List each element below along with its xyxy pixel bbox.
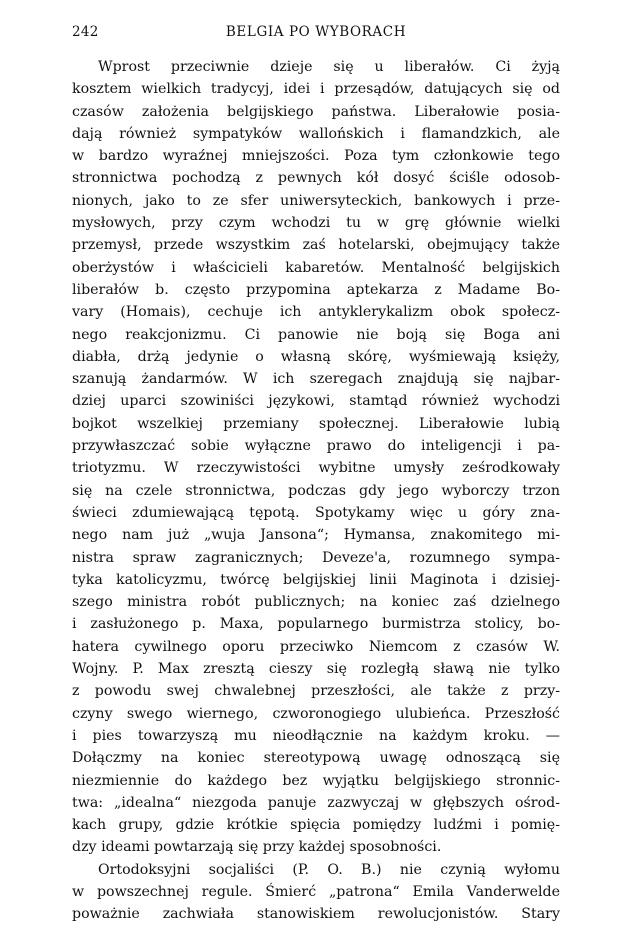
text-line: nego nam już „wuja Jansona“; Hymansa, znakomitego mi- [72, 527, 560, 544]
text-line: szego ministra robót publicznych; na koniec zaś dzielnego [72, 594, 560, 611]
text-line: czyny swego wiernego, czworonogiego ulubieńca. Przeszłość [72, 705, 560, 722]
text-line: mysłowych, przy czym wchodzi tu w grę głównie wielki [72, 215, 560, 232]
text-line: w bardzo wyraźnej mniejszości. Poza tym członkowie tego [72, 148, 560, 165]
text-line: tyka katolicyzmu, twórcę belgijskiej linii Maginota i dzisiej- [72, 571, 560, 588]
text-line: liberałów b. często przypomina aptekarza z Madame Bo- [72, 281, 560, 298]
text-line: w powszechnej regule. Śmierć „patrona“ Emila Vanderwelde [72, 883, 560, 900]
text-line: stronnictwa pochodzą z pewnych kół dosyć ściśle odosob- [72, 170, 560, 187]
text-line: przemysł, przede wszystkim zaś hotelarski, obejmujący także [72, 237, 560, 254]
page-number: 242 [72, 24, 99, 40]
text-line: dają również sympatyków wallońskich i flamandzkich, ale [72, 125, 560, 142]
text-line: nionych, jako to ze sfer uniwersyteckich, bankowych i prze- [72, 192, 560, 209]
text-line: triotyzmu. W rzeczywistości wybitne umysły ześrodkowały [72, 460, 560, 477]
text-line: Dołączmy na koniec stereotypową uwagę odnoszącą się [72, 750, 560, 767]
text-line: i zasłużonego p. Maxa, popularnego burmistrza stolicy, bo- [72, 616, 560, 633]
text-line: czasów założenia belgijskiego państwa. Liberałowie posia- [72, 103, 560, 120]
text-line: kach grupy, gdzie krótkie spięcia pomiędzy ludźmi i pomię- [72, 817, 560, 834]
text-line: vary (Homais), cechuje ich antyklerykalizm obok społecz- [72, 304, 560, 321]
text-line: przywłaszczać sobie wyłączne prawo do inteligencji i pa- [72, 438, 560, 455]
running-title: BELGIA PO WYBORACH [225, 24, 407, 40]
text-line: z powodu swej chwalebnej przeszłości, ale także z przy- [72, 683, 560, 700]
text-line: poważnie zachwiała stanowiskiem rewolucjonistów. Stary [72, 906, 560, 923]
text-line: oberżystów i właścicieli kabaretów. Mentalność belgijskich [72, 259, 560, 276]
text-line: się na czele stronnictwa, podczas gdy jego wyborczy trzon [72, 482, 560, 499]
text-line: kosztem wielkich tradycyj, idei i przesądów, datujących się od [72, 81, 560, 98]
text-line: i pies towarzyszą mu nieodłącznie na każdym kroku. — [72, 727, 560, 744]
text-line: nistra spraw zagranicznych; Deveze'a, rozumnego sympa- [72, 549, 560, 566]
body-text [72, 56, 560, 926]
paragraph-socialists [72, 859, 560, 926]
text-line: Ortodoksyjni socjaliści (P. O. B.) nie czynią wyłomu [98, 861, 560, 878]
text-line: Wojny. P. Max zresztą cieszy się rozległą sławą nie tylko [72, 661, 560, 678]
text-line: diabła, drżą jedynie o własną skórę, wyśmiewają księży, [72, 348, 560, 365]
text-line: twa: „idealna“ niezgoda panuje zazwyczaj w głębszych ośrod- [72, 794, 560, 811]
paragraph-liberals [72, 56, 560, 859]
page-header [72, 24, 560, 44]
text-line: dziej uparci szowiniści językowi, stamtąd również wychodzi [72, 393, 560, 410]
text-line: bojkot wszelkiej przemiany społecznej. Liberałowie lubią [72, 415, 560, 432]
text-line: niezmiennie do każdego bez wyjątku belgijskiego stronnic- [72, 772, 560, 789]
text-line: hatera cywilnego oporu przeciwko Niemcom z czasów W. [72, 638, 560, 655]
text-line: Wprost przeciwnie dzieje się u liberałów. Ci żyją [98, 59, 560, 75]
text-line: szanują żandarmów. W ich szeregach znajdują się najbar- [72, 371, 560, 388]
text-line: dzy ideami powtarzają się przy każdej sposobności. [72, 839, 442, 856]
text-line: świeci zdumiewającą tępotą. Spotykamy więc u góry zna- [72, 504, 560, 521]
text-line: nego reakcjonizmu. Ci panowie nie boją się Boga ani [72, 326, 560, 343]
